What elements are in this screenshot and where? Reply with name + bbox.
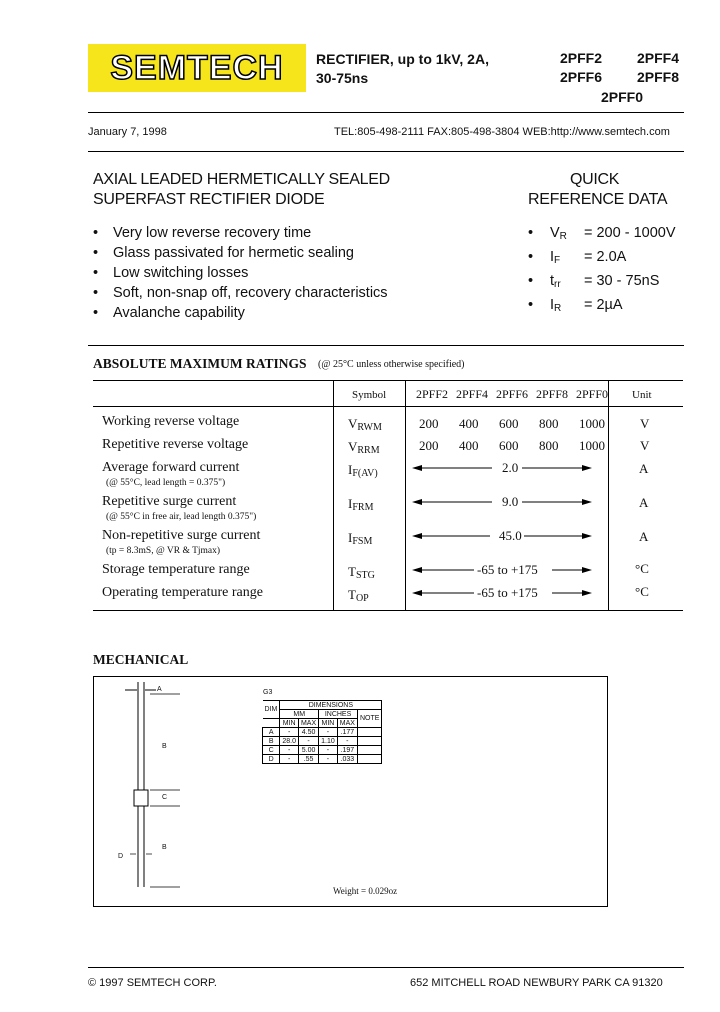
table-row: C - 5.00 - .197 [263, 746, 382, 755]
col-header-2pff0: 2PFF0 [576, 387, 609, 401]
param-note: (@ 55°C in free air, lead length 0.375") [106, 512, 257, 522]
address: 652 MITCHELL ROAD NEWBURY PARK CA 91320 [410, 977, 663, 989]
value: 600 [499, 416, 519, 431]
common-value: 45.0 [499, 528, 522, 543]
param-repetitive-surge-current: Repetitive surge current [102, 494, 237, 509]
feature-list [93, 223, 388, 323]
symbol-tstg: $T_{STG}$ [348, 564, 375, 581]
table-top-border [93, 380, 683, 381]
package-code: G3 [263, 689, 273, 696]
common-value: 2.0 [502, 460, 519, 475]
col-header-unit: Unit [632, 389, 652, 401]
part-2pff4: 2PFF4 [637, 50, 680, 66]
description-line-2: SUPERFAST RECTIFIER DIODE [93, 191, 325, 208]
title-line-1: RECTIFIER, up to 1kV, 2A, [316, 51, 489, 67]
param-non-repetitive-surge-current: Non-repetitive surge current [102, 528, 261, 543]
symbol-top: $T_{OP}$ [348, 587, 369, 604]
value: 800 [539, 416, 559, 431]
col-header-2pff4: 2PFF4 [456, 387, 489, 401]
unit: A [639, 529, 649, 544]
col-header-symbol: Symbol [352, 389, 387, 401]
table-bottom-border [93, 610, 683, 611]
table-divider [608, 380, 609, 610]
symbol-ifsm: $I_{FSM}$ [348, 530, 373, 547]
quick-ref-title-2: REFERENCE DATA [528, 191, 668, 208]
feature-item: • Glass passivated for hermetic sealing [93, 243, 388, 263]
symbol-ifav: $I_{F(AV)}$ [348, 462, 378, 479]
common-value: 9.0 [502, 494, 519, 509]
value: 1000 [579, 416, 605, 431]
symbol-ifrm: $I_{FRM}$ [348, 496, 374, 513]
feature-item: • Very low reverse recovery time [93, 223, 388, 243]
table-header-border [93, 406, 683, 407]
product-title [316, 50, 489, 88]
quick-ref-title-1: QUICK [570, 171, 620, 188]
unit: °C [635, 584, 649, 599]
weight-note: Weight = 0.029oz [333, 886, 398, 896]
param-operating-temperature-range: Operating temperature range [102, 585, 263, 600]
contact-info: TEL:805-498-2111 FAX:805-498-3804 WEB:http://www.semtech.com [334, 126, 670, 138]
inches-header: INCHES [319, 710, 358, 719]
dimensions-table: DIM DIMENSIONS MM INCHES NOTE MIN MAX MIN MAX A - 4.50 - .177 B 28.0 - 1.10 - C - 5.00 - .197 D - .55 - .033 [262, 700, 382, 764]
quick-ref-item: • $I_F = 2.0A$ [528, 247, 676, 271]
part-2pff6: 2PFF6 [560, 69, 603, 85]
unit: A [639, 461, 649, 476]
mm-header: MM [280, 710, 319, 719]
dim-label-c: C [162, 794, 168, 801]
dim-label-a: A [157, 686, 162, 693]
quick-ref-item: • $I_R = 2\mu A$ [528, 295, 676, 319]
info-rule [88, 151, 684, 152]
symbol-vrwm: $V_{RWM}$ [348, 416, 382, 433]
dim-col-header: DIM [263, 701, 280, 719]
param-note: (tp = 8.3mS, @ VR & Tjmax) [106, 546, 221, 556]
dim-label-b: B [162, 844, 167, 851]
semtech-logo: SEMTECH [110, 49, 284, 87]
unit: °C [635, 561, 649, 576]
table-row: D - .55 - .033 [263, 755, 382, 764]
param-average-forward-current: Average forward current [102, 460, 240, 475]
value: 400 [459, 416, 479, 431]
mechanical-title: MECHANICAL [93, 652, 189, 667]
table-row: B 28.0 - 1.10 - [263, 737, 382, 746]
value: 200 [419, 438, 439, 453]
feature-item: • Avalanche capability [93, 303, 388, 323]
param-working-reverse-voltage: Working reverse voltage [102, 414, 240, 429]
unit: V [640, 416, 650, 431]
dimensions-header: DIMENSIONS [280, 701, 382, 710]
footer-rule [88, 967, 684, 968]
dim-label-d: D [118, 853, 124, 860]
ratings-title: ABSOLUTE MAXIMUM RATINGS [93, 356, 307, 371]
value: 1000 [579, 438, 605, 453]
col-header-2pff6: 2PFF6 [496, 387, 529, 401]
diode-outline-drawing [110, 682, 190, 897]
value: 400 [459, 438, 479, 453]
title-line-2: 30-75ns [316, 70, 369, 86]
unit: A [639, 495, 649, 510]
ratings-condition: (@ 25°C unless otherwise specified) [318, 359, 465, 370]
value: 200 [419, 416, 439, 431]
copyright: © 1997 SEMTECH CORP. [88, 977, 217, 989]
common-value: -65 to +175 [477, 585, 538, 600]
feature-item: • Soft, non-snap off, recovery characteristics [93, 283, 388, 303]
part-2pff2: 2PFF2 [560, 50, 603, 66]
section-rule [88, 345, 684, 346]
table-row: A - 4.50 - .177 [263, 728, 382, 737]
param-repetitive-reverse-voltage: Repetitive reverse voltage [102, 437, 249, 452]
description-line-1: AXIAL LEADED HERMETICALLY SEALED [93, 171, 390, 188]
quick-ref-item: • $t_{rr} = 30 - 75nS$ [528, 271, 676, 295]
value: 800 [539, 438, 559, 453]
part-2pff8: 2PFF8 [637, 69, 680, 85]
col-header-2pff8: 2PFF8 [536, 387, 569, 401]
unit: V [640, 438, 650, 453]
part-2pff0: 2PFF0 [601, 89, 644, 105]
quick-ref-list [528, 223, 676, 319]
table-divider [405, 380, 406, 610]
date: January 7, 1998 [88, 126, 167, 138]
value: 600 [499, 438, 519, 453]
note-header: NOTE [357, 710, 381, 728]
header-rule [88, 112, 684, 113]
common-value: -65 to +175 [477, 562, 538, 577]
table-divider [333, 380, 334, 610]
dim-label-b: B [162, 743, 167, 750]
feature-item: • Low switching losses [93, 263, 388, 283]
quick-ref-item: • $V_R = 200 - 1000V$ [528, 223, 676, 247]
param-storage-temperature-range: Storage temperature range [102, 562, 250, 577]
col-header-2pff2: 2PFF2 [416, 387, 449, 401]
symbol-vrrm: $V_{RRM}$ [348, 439, 380, 456]
param-note: (@ 55°C, lead length = 0.375") [106, 478, 226, 488]
